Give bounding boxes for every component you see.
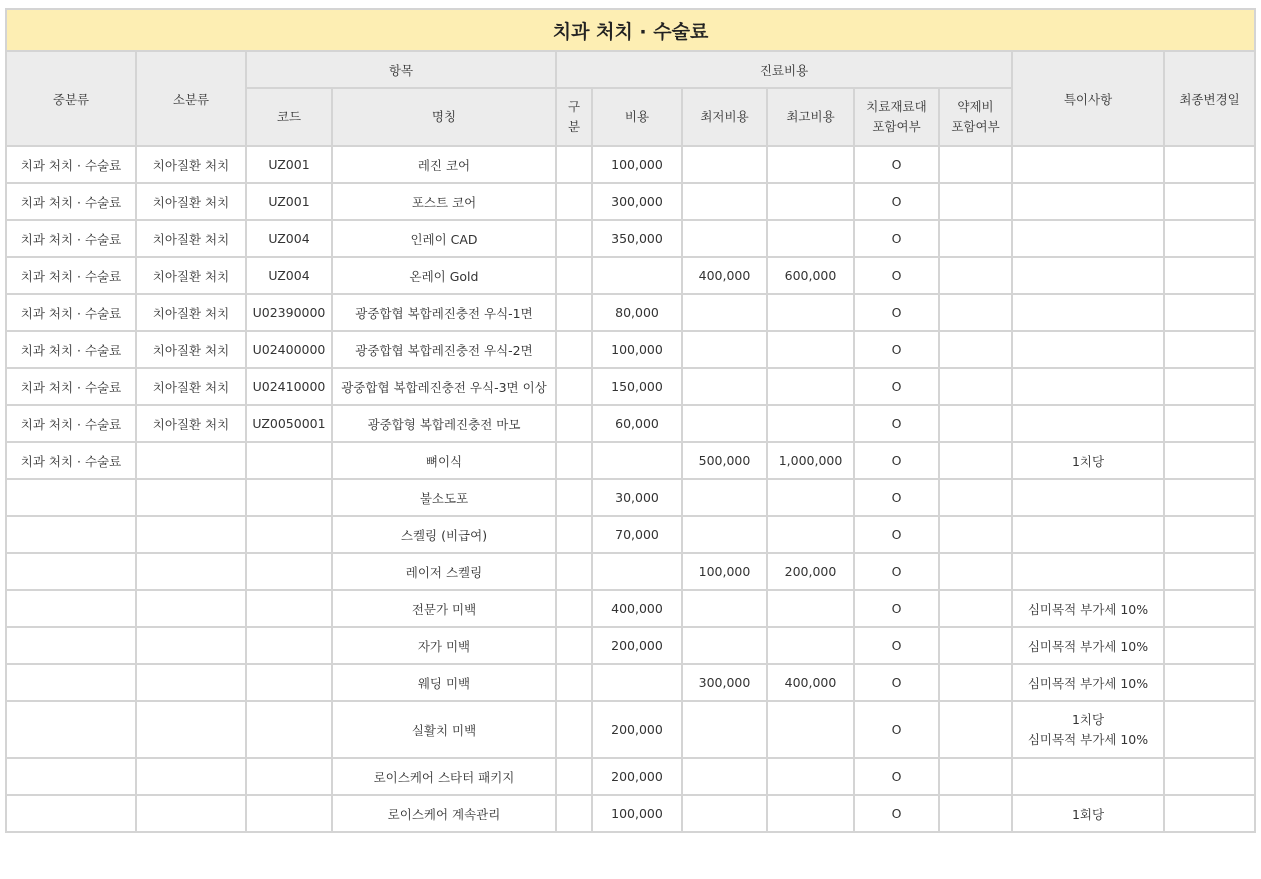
cell-division [556, 146, 592, 183]
cell-min-cost [682, 479, 767, 516]
cell-remarks [1012, 405, 1164, 442]
cell-name: 인레이 CAD [332, 220, 556, 257]
cell-cost: 60,000 [592, 405, 682, 442]
cell-max-cost [767, 183, 854, 220]
fee-table [5, 8, 1256, 833]
cell-division [556, 479, 592, 516]
cell-name: 광중합형 복합레진충전 마모 [332, 405, 556, 442]
cell-mid-category [6, 795, 136, 832]
cell-material-included: O [854, 294, 939, 331]
cell-cost: 100,000 [592, 795, 682, 832]
cell-cost: 30,000 [592, 479, 682, 516]
cell-max-cost: 400,000 [767, 664, 854, 701]
cell-remarks [1012, 183, 1164, 220]
cell-mid-category [6, 627, 136, 664]
cell-code: UZ004 [246, 220, 332, 257]
cell-remarks [1012, 257, 1164, 294]
cell-material-included: O [854, 758, 939, 795]
cell-mid-category: 치과 처치 · 수술료 [6, 442, 136, 479]
cell-max-cost: 1,000,000 [767, 442, 854, 479]
cell-min-cost: 100,000 [682, 553, 767, 590]
cell-code: U02410000 [246, 368, 332, 405]
cell-cost [592, 553, 682, 590]
cell-sub-category [136, 701, 246, 758]
cell-sub-category [136, 627, 246, 664]
cell-min-cost [682, 294, 767, 331]
cell-min-cost: 400,000 [682, 257, 767, 294]
cell-material-included: O [854, 701, 939, 758]
cell-material-included: O [854, 553, 939, 590]
table-row [6, 627, 1255, 664]
cell-max-cost [767, 368, 854, 405]
cell-remarks [1012, 553, 1164, 590]
cell-remarks: 심미목적 부가세 10% [1012, 664, 1164, 701]
header-name: 명칭 [332, 88, 556, 146]
cell-min-cost [682, 183, 767, 220]
cell-remarks [1012, 331, 1164, 368]
cell-remarks [1012, 294, 1164, 331]
cell-mid-category: 치과 처치 · 수술료 [6, 257, 136, 294]
cell-drug-included [939, 553, 1012, 590]
header-material-included: 치료재료대 포함여부 [854, 88, 939, 146]
cell-division [556, 516, 592, 553]
cell-sub-category: 치아질환 처치 [136, 220, 246, 257]
cell-cost: 100,000 [592, 331, 682, 368]
table-row [6, 795, 1255, 832]
cell-sub-category [136, 553, 246, 590]
header-max-cost: 최고비용 [767, 88, 854, 146]
cell-min-cost [682, 220, 767, 257]
cell-division [556, 368, 592, 405]
cell-name: 실활치 미백 [332, 701, 556, 758]
cell-remarks: 심미목적 부가세 10% [1012, 590, 1164, 627]
cell-cost: 100,000 [592, 146, 682, 183]
cell-division [556, 294, 592, 331]
header-code: 코드 [246, 88, 332, 146]
cell-sub-category [136, 664, 246, 701]
cell-mid-category [6, 701, 136, 758]
cell-cost: 200,000 [592, 627, 682, 664]
cell-code [246, 590, 332, 627]
header-mid-category: 중분류 [6, 51, 136, 146]
cell-code: UZ004 [246, 257, 332, 294]
cell-drug-included [939, 479, 1012, 516]
header-cost: 비용 [592, 88, 682, 146]
cell-sub-category [136, 795, 246, 832]
cell-division [556, 183, 592, 220]
cell-cost: 200,000 [592, 758, 682, 795]
cell-sub-category: 치아질환 처치 [136, 294, 246, 331]
cell-sub-category: 치아질환 처치 [136, 368, 246, 405]
cell-min-cost [682, 331, 767, 368]
cell-drug-included [939, 146, 1012, 183]
cell-sub-category [136, 516, 246, 553]
cell-max-cost: 200,000 [767, 553, 854, 590]
cell-cost [592, 257, 682, 294]
cell-last-modified [1164, 627, 1255, 664]
table-row [6, 294, 1255, 331]
cell-drug-included [939, 664, 1012, 701]
header-division: 구 분 [556, 88, 592, 146]
cell-cost: 150,000 [592, 368, 682, 405]
cell-code [246, 758, 332, 795]
cell-name: 광중합협 복합레진충전 우식-1면 [332, 294, 556, 331]
cell-last-modified [1164, 590, 1255, 627]
cell-name: 광중합협 복합레진충전 우식-2면 [332, 331, 556, 368]
cell-material-included: O [854, 331, 939, 368]
cell-cost [592, 442, 682, 479]
cell-remarks [1012, 479, 1164, 516]
cell-drug-included [939, 795, 1012, 832]
cell-material-included: O [854, 405, 939, 442]
header-item: 항목 [246, 51, 556, 88]
table-row [6, 220, 1255, 257]
cell-division [556, 442, 592, 479]
cell-drug-included [939, 257, 1012, 294]
cell-mid-category [6, 758, 136, 795]
cell-last-modified [1164, 664, 1255, 701]
cell-material-included: O [854, 590, 939, 627]
cell-max-cost [767, 294, 854, 331]
cell-sub-category: 치아질환 처치 [136, 257, 246, 294]
cell-drug-included [939, 516, 1012, 553]
cell-min-cost [682, 758, 767, 795]
cell-sub-category [136, 442, 246, 479]
cell-max-cost: 600,000 [767, 257, 854, 294]
cell-remarks [1012, 758, 1164, 795]
cell-last-modified [1164, 442, 1255, 479]
cell-name: 포스트 코어 [332, 183, 556, 220]
cell-division [556, 331, 592, 368]
cell-material-included: O [854, 220, 939, 257]
cell-drug-included [939, 442, 1012, 479]
cell-max-cost [767, 795, 854, 832]
cell-sub-category: 치아질환 처치 [136, 405, 246, 442]
cell-last-modified [1164, 220, 1255, 257]
cell-name: 웨딩 미백 [332, 664, 556, 701]
cell-code [246, 553, 332, 590]
cell-sub-category: 치아질환 처치 [136, 146, 246, 183]
cell-last-modified [1164, 795, 1255, 832]
cell-max-cost [767, 146, 854, 183]
cell-sub-category [136, 479, 246, 516]
cell-mid-category: 치과 처치 · 수술료 [6, 405, 136, 442]
cell-division [556, 220, 592, 257]
table-row [6, 405, 1255, 442]
cell-last-modified [1164, 331, 1255, 368]
cell-min-cost [682, 795, 767, 832]
cell-code: UZ001 [246, 146, 332, 183]
cell-max-cost [767, 479, 854, 516]
cell-division [556, 553, 592, 590]
cell-min-cost [682, 590, 767, 627]
cell-remarks: 1치당 [1012, 442, 1164, 479]
cell-mid-category: 치과 처치 · 수술료 [6, 183, 136, 220]
table-row [6, 368, 1255, 405]
table-row [6, 701, 1255, 758]
cell-code [246, 795, 332, 832]
cell-min-cost [682, 146, 767, 183]
cell-remarks [1012, 220, 1164, 257]
cell-code: U02390000 [246, 294, 332, 331]
cell-cost: 200,000 [592, 701, 682, 758]
cell-min-cost [682, 627, 767, 664]
cell-sub-category [136, 758, 246, 795]
cell-remarks [1012, 146, 1164, 183]
cell-mid-category: 치과 처치 · 수술료 [6, 146, 136, 183]
cell-min-cost [682, 516, 767, 553]
cell-last-modified [1164, 758, 1255, 795]
cell-code: UZ0050001 [246, 405, 332, 442]
cell-max-cost [767, 331, 854, 368]
cell-drug-included [939, 368, 1012, 405]
table-row [6, 146, 1255, 183]
cell-last-modified [1164, 701, 1255, 758]
cell-drug-included [939, 758, 1012, 795]
cell-mid-category [6, 516, 136, 553]
cell-code [246, 627, 332, 664]
cell-division [556, 795, 592, 832]
cell-cost: 400,000 [592, 590, 682, 627]
table-row [6, 479, 1255, 516]
cell-last-modified [1164, 368, 1255, 405]
cell-max-cost [767, 516, 854, 553]
cell-max-cost [767, 627, 854, 664]
cell-remarks [1012, 516, 1164, 553]
cell-drug-included [939, 331, 1012, 368]
cell-sub-category: 치아질환 처치 [136, 331, 246, 368]
cell-name: 불소도포 [332, 479, 556, 516]
cell-drug-included [939, 294, 1012, 331]
cell-remarks: 1회당 [1012, 795, 1164, 832]
cell-min-cost: 300,000 [682, 664, 767, 701]
table-body [6, 146, 1255, 832]
cell-material-included: O [854, 368, 939, 405]
cell-division [556, 590, 592, 627]
cell-max-cost [767, 405, 854, 442]
cell-mid-category: 치과 처치 · 수술료 [6, 294, 136, 331]
cell-last-modified [1164, 146, 1255, 183]
cell-name: 스켈링 (비급여) [332, 516, 556, 553]
table-title: 치과 처치 · 수술료 [6, 9, 1255, 51]
cell-division [556, 758, 592, 795]
cell-min-cost [682, 405, 767, 442]
cell-last-modified [1164, 294, 1255, 331]
header-drug-included: 약제비 포함여부 [939, 88, 1012, 146]
cell-drug-included [939, 183, 1012, 220]
cell-division [556, 257, 592, 294]
cell-name: 로이스케어 스타터 패키지 [332, 758, 556, 795]
cell-name: 레이저 스켈링 [332, 553, 556, 590]
cell-mid-category: 치과 처치 · 수술료 [6, 331, 136, 368]
table-row [6, 442, 1255, 479]
table-row [6, 183, 1255, 220]
cell-material-included: O [854, 442, 939, 479]
cell-min-cost: 500,000 [682, 442, 767, 479]
cell-division [556, 627, 592, 664]
cell-last-modified [1164, 479, 1255, 516]
cell-material-included: O [854, 516, 939, 553]
cell-remarks: 심미목적 부가세 10% [1012, 627, 1164, 664]
cell-drug-included [939, 220, 1012, 257]
cell-code [246, 479, 332, 516]
cell-mid-category [6, 664, 136, 701]
header-cost-group: 진료비용 [556, 51, 1012, 88]
cell-material-included: O [854, 146, 939, 183]
cell-code: UZ001 [246, 183, 332, 220]
table-row [6, 664, 1255, 701]
cell-name: 레진 코어 [332, 146, 556, 183]
header-sub-category: 소분류 [136, 51, 246, 146]
cell-division [556, 664, 592, 701]
cell-sub-category: 치아질환 처치 [136, 183, 246, 220]
cell-sub-category [136, 590, 246, 627]
table-row [6, 516, 1255, 553]
cell-name: 전문가 미백 [332, 590, 556, 627]
cell-material-included: O [854, 479, 939, 516]
header-remarks: 특이사항 [1012, 51, 1164, 146]
cell-last-modified [1164, 257, 1255, 294]
cell-drug-included [939, 590, 1012, 627]
cell-code: U02400000 [246, 331, 332, 368]
cell-cost: 300,000 [592, 183, 682, 220]
cell-division [556, 405, 592, 442]
table-row [6, 553, 1255, 590]
cell-cost: 70,000 [592, 516, 682, 553]
cell-code [246, 701, 332, 758]
fee-table-container [5, 8, 1254, 833]
cell-remarks: 1치당 심미목적 부가세 10% [1012, 701, 1164, 758]
cell-code [246, 664, 332, 701]
cell-drug-included [939, 701, 1012, 758]
cell-material-included: O [854, 664, 939, 701]
cell-name: 로이스케어 계속관리 [332, 795, 556, 832]
cell-material-included: O [854, 627, 939, 664]
cell-division [556, 701, 592, 758]
cell-code [246, 442, 332, 479]
header-last-modified: 최종변경일 [1164, 51, 1255, 146]
cell-last-modified [1164, 183, 1255, 220]
table-row [6, 257, 1255, 294]
cell-min-cost [682, 701, 767, 758]
table-row [6, 590, 1255, 627]
cell-last-modified [1164, 405, 1255, 442]
cell-material-included: O [854, 183, 939, 220]
cell-mid-category [6, 553, 136, 590]
cell-mid-category: 치과 처치 · 수술료 [6, 368, 136, 405]
cell-name: 뼈이식 [332, 442, 556, 479]
cell-code [246, 516, 332, 553]
cell-max-cost [767, 220, 854, 257]
cell-last-modified [1164, 516, 1255, 553]
cell-cost [592, 664, 682, 701]
cell-last-modified [1164, 553, 1255, 590]
cell-max-cost [767, 758, 854, 795]
cell-mid-category [6, 479, 136, 516]
cell-name: 광중합협 복합레진충전 우식-3면 이상 [332, 368, 556, 405]
cell-drug-included [939, 405, 1012, 442]
cell-cost: 350,000 [592, 220, 682, 257]
cell-name: 자가 미백 [332, 627, 556, 664]
cell-cost: 80,000 [592, 294, 682, 331]
cell-mid-category: 치과 처치 · 수술료 [6, 220, 136, 257]
cell-name: 온레이 Gold [332, 257, 556, 294]
table-row [6, 331, 1255, 368]
cell-drug-included [939, 627, 1012, 664]
header-min-cost: 최저비용 [682, 88, 767, 146]
cell-material-included: O [854, 795, 939, 832]
cell-max-cost [767, 590, 854, 627]
cell-mid-category [6, 590, 136, 627]
table-row [6, 758, 1255, 795]
cell-remarks [1012, 368, 1164, 405]
cell-max-cost [767, 701, 854, 758]
cell-min-cost [682, 368, 767, 405]
cell-material-included: O [854, 257, 939, 294]
